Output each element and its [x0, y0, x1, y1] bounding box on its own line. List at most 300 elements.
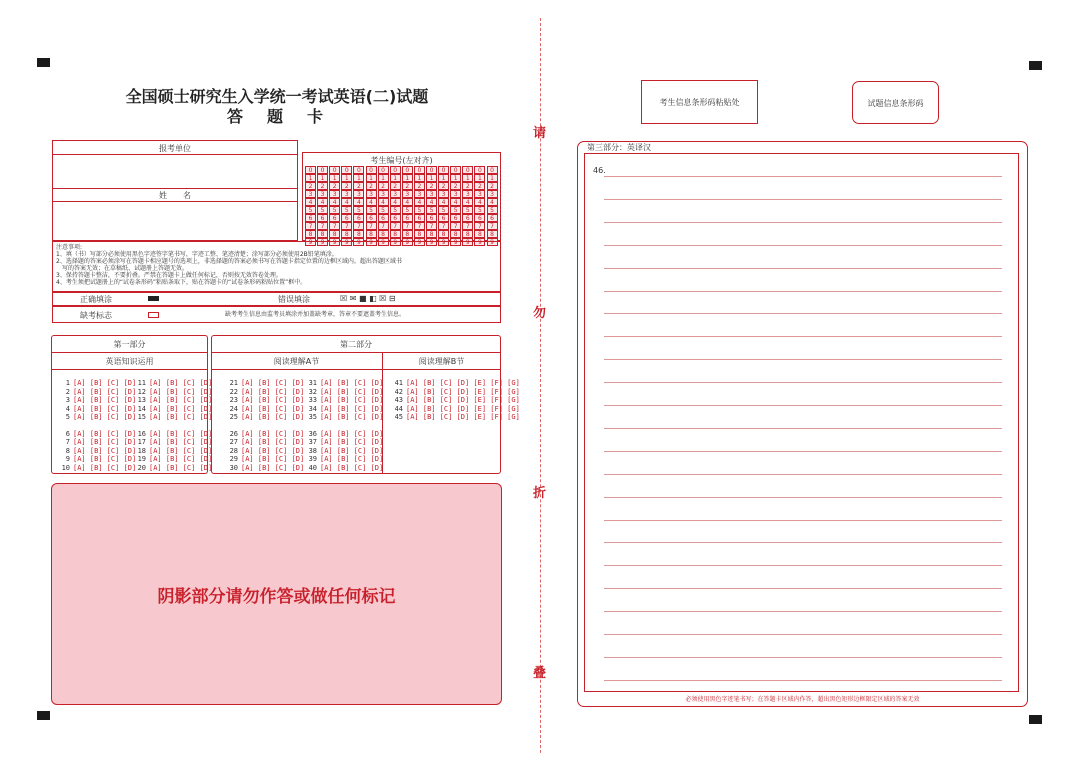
question-number: 37	[308, 438, 317, 446]
exam-id-bubble[interactable]: 9	[426, 238, 437, 246]
exam-id-bubble[interactable]: 9	[390, 238, 401, 246]
exam-id-bubble[interactable]: 8	[462, 230, 473, 238]
question-number: 4	[65, 404, 70, 413]
exam-id-bubble[interactable]: 0	[402, 166, 413, 174]
exam-id-bubble[interactable]: 6	[474, 214, 485, 222]
answer-options[interactable]: [A] [B] [C] [D]	[320, 429, 384, 438]
exam-id-bubble[interactable]: 5	[329, 206, 340, 214]
answer-line[interactable]	[604, 611, 1002, 612]
exam-id-bubble[interactable]: 8	[305, 230, 316, 238]
question-number: 26	[229, 429, 238, 438]
registration-marker	[1029, 715, 1042, 724]
question-number: 41	[394, 379, 403, 387]
exam-id-bubble[interactable]: 5	[353, 206, 364, 214]
exam-id-bubble[interactable]: 1	[414, 174, 425, 182]
exam-id-bubble[interactable]: 7	[378, 222, 389, 230]
exam-id-bubble[interactable]: 7	[462, 222, 473, 230]
notice-item: 1、填（书）写部分必须使用黑色字迹签字笔书写，字迹工整、笔迹清楚；涂写部分必须使用2B铅笔填涂。	[56, 251, 338, 258]
answer-line[interactable]	[604, 451, 1002, 452]
exam-id-bubble[interactable]: 6	[390, 214, 401, 222]
answer-options[interactable]: [A] [B] [C] [D]	[241, 463, 305, 472]
exam-id-bubble[interactable]: 4	[390, 198, 401, 206]
exam-id-bubble[interactable]: 9	[462, 238, 473, 246]
answer-options[interactable]: [A] [B] [C] [D]	[73, 404, 137, 413]
answer-line[interactable]	[604, 336, 1002, 337]
exam-id-bubble[interactable]: 4	[414, 198, 425, 206]
exam-id-bubble[interactable]: 4	[450, 198, 461, 206]
answer-options[interactable]: [A] [B] [C] [D]	[241, 446, 305, 455]
exam-id-column	[450, 166, 461, 246]
exam-id-bubble[interactable]: 7	[305, 222, 316, 230]
question-row	[58, 414, 136, 422]
answer-options[interactable]: [A] [B] [C] [D]	[149, 387, 213, 396]
exam-id-bubble[interactable]: 4	[341, 198, 352, 206]
answer-options[interactable]: [A] [B] [C] [D]	[320, 404, 384, 413]
exam-id-bubble[interactable]: 0	[474, 166, 485, 174]
answer-options[interactable]: [A] [B] [C] [D]	[73, 387, 137, 396]
exam-id-bubble[interactable]: 0	[450, 166, 461, 174]
exam-id-bubble[interactable]: 9	[402, 238, 413, 246]
answer-options[interactable]: [A] [B] [C] [D] [E] [F] [G]	[406, 379, 520, 387]
exam-id-bubble[interactable]: 5	[414, 206, 425, 214]
exam-id-bubble[interactable]: 7	[317, 222, 328, 230]
question-number: 38	[308, 446, 317, 455]
answer-options[interactable]: [A] [B] [C] [D]	[149, 455, 213, 463]
exam-id-bubble[interactable]: 2	[474, 182, 485, 190]
exam-id-bubble[interactable]: 1	[366, 174, 377, 182]
answer-options[interactable]: [A] [B] [C] [D]	[241, 413, 305, 421]
question-number: 6	[65, 429, 70, 438]
exam-id-bubble[interactable]: 8	[402, 230, 413, 238]
answer-options[interactable]: [A] [B] [C] [D]	[320, 413, 384, 421]
exam-id-bubble[interactable]: 9	[450, 238, 461, 246]
answer-options[interactable]: [A] [B] [C] [D] [E] [F] [G]	[406, 413, 520, 421]
exam-id-bubble[interactable]: 7	[402, 222, 413, 230]
answer-line[interactable]	[604, 382, 1002, 383]
exam-id-bubble[interactable]: 0	[390, 166, 401, 174]
exam-id-bubble[interactable]: 6	[366, 214, 377, 222]
answer-line[interactable]	[604, 680, 1002, 681]
exam-id-bubble[interactable]: 6	[353, 214, 364, 222]
question-number: 24	[229, 404, 238, 413]
answer-line[interactable]	[604, 359, 1002, 360]
question-number: 34	[308, 404, 317, 413]
answer-options[interactable]: [A] [B] [C] [D]	[320, 438, 384, 446]
answer-line[interactable]	[604, 542, 1002, 543]
answer-options[interactable]: [A] [B] [C] [D]	[320, 446, 384, 455]
correct-fill-sample	[148, 296, 159, 301]
exam-id-bubble[interactable]: 3	[329, 190, 340, 198]
exam-id-bubble[interactable]: 3	[353, 190, 364, 198]
exam-id-bubble[interactable]: 1	[450, 174, 461, 182]
exam-id-bubble[interactable]: 3	[462, 190, 473, 198]
exam-id-bubble[interactable]: 4	[474, 198, 485, 206]
exam-id-bubble[interactable]: 1	[329, 174, 340, 182]
question-row	[226, 414, 304, 422]
answer-line[interactable]	[604, 245, 1002, 246]
exam-id-bubble[interactable]: 5	[378, 206, 389, 214]
exam-id-bubble[interactable]: 5	[487, 206, 498, 214]
exam-id-bubble[interactable]: 7	[487, 222, 498, 230]
exam-id-bubble[interactable]: 7	[426, 222, 437, 230]
question-number: 25	[229, 413, 238, 421]
exam-id-bubble[interactable]: 3	[366, 190, 377, 198]
exam-id-bubble[interactable]: 2	[329, 182, 340, 190]
exam-barcode-area[interactable]	[852, 81, 939, 124]
answer-options[interactable]: [A] [B] [C] [D] [E] [F] [G]	[406, 387, 520, 396]
exam-id-bubble[interactable]: 1	[438, 174, 449, 182]
exam-id-bubble[interactable]: 3	[474, 190, 485, 198]
exam-id-bubble[interactable]: 5	[341, 206, 352, 214]
answer-options[interactable]: [A] [B] [C] [D]	[241, 429, 305, 438]
question-row	[305, 414, 383, 422]
exam-id-bubble[interactable]: 7	[390, 222, 401, 230]
exam-id-bubble[interactable]: 8	[378, 230, 389, 238]
exam-id-bubble[interactable]: 4	[353, 198, 364, 206]
answer-options[interactable]: [A] [B] [C] [D]	[73, 463, 137, 472]
exam-id-bubble[interactable]: 0	[353, 166, 364, 174]
answer-options[interactable]: [A] [B] [C] [D]	[149, 413, 213, 421]
answer-options[interactable]: [A] [B] [C] [D]	[149, 379, 213, 387]
exam-id-bubble[interactable]: 8	[366, 230, 377, 238]
answer-options[interactable]: [A] [B] [C] [D]	[241, 379, 305, 387]
exam-id-bubble[interactable]: 3	[487, 190, 498, 198]
exam-id-bubble[interactable]: 0	[341, 166, 352, 174]
notice-item: 3、保持答题卡整洁，不要折叠。严禁在答题卡上做任何标记，否则按无效答卷处理。	[56, 272, 282, 279]
exam-id-bubble[interactable]: 5	[390, 206, 401, 214]
exam-id-bubble[interactable]: 1	[426, 174, 437, 182]
exam-id-bubble[interactable]: 3	[305, 190, 316, 198]
exam-id-bubble[interactable]: 6	[462, 214, 473, 222]
exam-id-column	[390, 166, 401, 246]
exam-id-bubble[interactable]: 1	[305, 174, 316, 182]
answer-options[interactable]: [A] [B] [C] [D]	[149, 446, 213, 455]
exam-id-bubble[interactable]: 0	[329, 166, 340, 174]
exam-id-bubble[interactable]: 1	[402, 174, 413, 182]
exam-id-bubble[interactable]: 6	[438, 214, 449, 222]
exam-id-bubble[interactable]: 5	[474, 206, 485, 214]
exam-id-bubble[interactable]: 3	[414, 190, 425, 198]
exam-id-bubble[interactable]: 2	[378, 182, 389, 190]
fill-example-row	[52, 292, 501, 306]
exam-id-bubble[interactable]: 3	[402, 190, 413, 198]
exam-id-bubble[interactable]: 2	[353, 182, 364, 190]
sheet-subtitle: 答 题 卡	[226, 107, 327, 126]
answer-line[interactable]	[604, 222, 1002, 223]
exam-id-bubble[interactable]: 4	[487, 198, 498, 206]
answer-options[interactable]: [A] [B] [C] [D] [E] [F] [G]	[406, 396, 520, 404]
answer-line[interactable]	[604, 588, 1002, 589]
question-number: 18	[137, 446, 146, 455]
exam-id-bubble[interactable]: 3	[378, 190, 389, 198]
exam-id-bubble[interactable]: 1	[462, 174, 473, 182]
answer-line[interactable]	[604, 428, 1002, 429]
exam-id-bubble[interactable]: 2	[305, 182, 316, 190]
part1-title: 第一部分	[113, 340, 146, 349]
question-number: 40	[308, 463, 317, 472]
exam-id-bubble[interactable]: 1	[487, 174, 498, 182]
exam-id-bubble[interactable]: 9	[341, 238, 352, 246]
exam-id-bubble[interactable]: 0	[378, 166, 389, 174]
exam-id-bubble[interactable]: 6	[487, 214, 498, 222]
question-number: 39	[308, 455, 317, 463]
answer-footer-note: 必须使用黑色字迹笔书写；在答题卡区域内作答，超出黑色矩形边框限定区域的答案无效	[685, 696, 920, 703]
exam-id-bubble[interactable]: 8	[438, 230, 449, 238]
answer-options[interactable]: [A] [B] [C] [D]	[320, 455, 384, 463]
question-row	[134, 414, 212, 422]
exam-id-bubble[interactable]: 2	[390, 182, 401, 190]
exam-id-bubble[interactable]: 1	[341, 174, 352, 182]
exam-id-bubble[interactable]: 1	[317, 174, 328, 182]
exam-id-bubble[interactable]: 8	[414, 230, 425, 238]
question-number: 3	[65, 396, 70, 404]
exam-id-bubble[interactable]: 8	[329, 230, 340, 238]
notice-item: 2、选择题的答案必须涂写在答题卡相应题号的选项上，非选择题的答案必须书写在答题卡指定位置的边框区域内。超出答题区域书	[56, 258, 402, 265]
answer-options[interactable]: [A] [B] [C] [D]	[149, 463, 213, 472]
exam-id-bubble[interactable]: 9	[378, 238, 389, 246]
part3-title: 第三部分：英译汉	[587, 143, 651, 152]
exam-id-bubble[interactable]: 5	[317, 206, 328, 214]
name-field[interactable]	[60, 208, 290, 234]
exam-id-column	[487, 166, 498, 246]
exam-id-bubble[interactable]: 8	[317, 230, 328, 238]
answer-options[interactable]: [A] [B] [C] [D]	[149, 438, 213, 446]
answer-line[interactable]	[604, 634, 1002, 635]
exam-id-bubble[interactable]: 6	[329, 214, 340, 222]
exam-id-bubble[interactable]: 1	[474, 174, 485, 182]
exam-id-bubble[interactable]: 3	[317, 190, 328, 198]
answer-line[interactable]	[604, 657, 1002, 658]
exam-id-bubble[interactable]: 4	[426, 198, 437, 206]
exam-id-bubble[interactable]: 0	[366, 166, 377, 174]
exam-id-bubble[interactable]: 1	[378, 174, 389, 182]
answer-options[interactable]: [A] [B] [C] [D]	[241, 438, 305, 446]
answer-line[interactable]	[604, 268, 1002, 269]
exam-id-bubble[interactable]: 6	[426, 214, 437, 222]
exam-id-bubble[interactable]: 9	[438, 238, 449, 246]
exam-id-bubble[interactable]: 4	[329, 198, 340, 206]
question-number: 9	[65, 455, 70, 463]
exam-id-bubble[interactable]: 9	[487, 238, 498, 246]
answer-line[interactable]	[604, 474, 1002, 475]
exam-id-bubble[interactable]: 5	[366, 206, 377, 214]
question-number: 1	[65, 379, 70, 387]
answer-line[interactable]	[604, 405, 1002, 406]
exam-id-bubble[interactable]: 4	[366, 198, 377, 206]
exam-id-bubble[interactable]: 2	[426, 182, 437, 190]
answer-line[interactable]	[604, 313, 1002, 314]
exam-id-bubble[interactable]: 0	[414, 166, 425, 174]
exam-id-bubble[interactable]: 4	[317, 198, 328, 206]
exam-id-bubble[interactable]: 6	[341, 214, 352, 222]
answer-line[interactable]	[604, 176, 1002, 177]
exam-id-bubble[interactable]: 2	[317, 182, 328, 190]
notice-heading: 注意事项:	[56, 244, 83, 251]
question-row	[58, 465, 136, 473]
answer-options[interactable]: [A] [B] [C] [D]	[73, 455, 137, 463]
question-number: 30	[229, 463, 238, 472]
exam-id-bubble[interactable]: 9	[305, 238, 316, 246]
fold-char: 勿	[533, 306, 547, 321]
question-number: 44	[394, 404, 403, 413]
exam-id-bubble[interactable]: 4	[402, 198, 413, 206]
exam-id-bubble[interactable]: 7	[341, 222, 352, 230]
exam-id-bubble[interactable]: 0	[426, 166, 437, 174]
answer-line[interactable]	[604, 199, 1002, 200]
exam-id-bubble[interactable]: 8	[450, 230, 461, 238]
exam-id-bubble[interactable]: 5	[426, 206, 437, 214]
answer-options[interactable]: [A] [B] [C] [D]	[149, 429, 213, 438]
exam-id-bubble[interactable]: 0	[487, 166, 498, 174]
question-row	[305, 465, 383, 473]
question-number: 33	[308, 396, 317, 404]
exam-id-bubble[interactable]: 7	[474, 222, 485, 230]
question-number: 16	[137, 429, 146, 438]
answer-line[interactable]	[604, 565, 1002, 566]
exam-id-column	[317, 166, 328, 246]
exam-id-bubble[interactable]: 9	[329, 238, 340, 246]
exam-id-bubble[interactable]: 3	[426, 190, 437, 198]
exam-id-bubble[interactable]: 4	[378, 198, 389, 206]
exam-id-bubble[interactable]: 5	[305, 206, 316, 214]
exam-id-bubble[interactable]: 7	[366, 222, 377, 230]
exam-id-bubble[interactable]: 6	[414, 214, 425, 222]
answer-options[interactable]: [A] [B] [C] [D]	[73, 413, 137, 421]
exam-id-bubble[interactable]: 6	[450, 214, 461, 222]
answer-options[interactable]: [A] [B] [C] [D]	[320, 379, 384, 387]
answer-options[interactable]: [A] [B] [C] [D]	[241, 387, 305, 396]
absent-label: 缺考标志	[80, 311, 112, 320]
exam-id-bubble[interactable]: 2	[438, 182, 449, 190]
question-number: 23	[229, 396, 238, 404]
exam-id-bubble[interactable]: 0	[317, 166, 328, 174]
question-row	[134, 465, 212, 473]
exam-id-bubble[interactable]: 5	[462, 206, 473, 214]
exam-id-label: 考生编号(左对齐)	[370, 156, 433, 165]
exam-id-bubble[interactable]: 2	[450, 182, 461, 190]
exam-id-bubble[interactable]: 8	[474, 230, 485, 238]
question-number: 42	[394, 387, 403, 396]
exam-id-column	[426, 166, 437, 246]
question-number: 27	[229, 438, 238, 446]
exam-id-bubble[interactable]: 0	[438, 166, 449, 174]
exam-id-bubble[interactable]: 7	[450, 222, 461, 230]
answer-options[interactable]: [A] [B] [C] [D]	[149, 404, 213, 413]
answer-line[interactable]	[604, 520, 1002, 521]
exam-id-bubble[interactable]: 2	[402, 182, 413, 190]
answer-line[interactable]	[604, 291, 1002, 292]
exam-id-bubble[interactable]: 9	[474, 238, 485, 246]
question-row	[391, 414, 520, 422]
exam-id-bubble[interactable]: 2	[366, 182, 377, 190]
exam-id-column	[366, 166, 377, 246]
exam-id-bubble[interactable]: 7	[329, 222, 340, 230]
answer-options[interactable]: [A] [B] [C] [D]	[241, 455, 305, 463]
answer-options[interactable]: [A] [B] [C] [D]	[73, 379, 137, 387]
exam-id-bubble[interactable]: 9	[353, 238, 364, 246]
exam-id-bubble[interactable]: 8	[426, 230, 437, 238]
exam-id-bubble[interactable]: 5	[438, 206, 449, 214]
absent-checkbox[interactable]	[148, 312, 159, 318]
part2-subtitle-a: 阅读理解A节	[273, 357, 320, 366]
exam-id-bubble[interactable]: 3	[450, 190, 461, 198]
question-number: 35	[308, 413, 317, 421]
exam-id-bubble[interactable]: 2	[341, 182, 352, 190]
exam-id-bubble[interactable]: 4	[438, 198, 449, 206]
exam-id-bubble[interactable]: 8	[353, 230, 364, 238]
answer-options[interactable]: [A] [B] [C] [D]	[73, 429, 137, 438]
exam-id-bubble[interactable]: 7	[414, 222, 425, 230]
question-number: 29	[229, 455, 238, 463]
answer-line[interactable]	[604, 497, 1002, 498]
question-number: 2	[65, 387, 70, 396]
exam-id-bubble[interactable]: 2	[487, 182, 498, 190]
exam-id-bubble[interactable]: 7	[438, 222, 449, 230]
student-barcode-area[interactable]	[641, 80, 758, 124]
exam-id-bubble[interactable]: 4	[462, 198, 473, 206]
exam-id-bubble[interactable]: 6	[378, 214, 389, 222]
registration-marker	[37, 58, 50, 67]
exam-id-bubble[interactable]: 6	[402, 214, 413, 222]
exam-id-bubble[interactable]: 0	[462, 166, 473, 174]
exam-id-bubble[interactable]: 0	[305, 166, 316, 174]
shaded-notice: 阴影部分请勿作答或做任何标记	[157, 587, 396, 607]
exam-id-bubble[interactable]: 9	[366, 238, 377, 246]
answer-options[interactable]: [A] [B] [C] [D]	[320, 387, 384, 396]
answer-options[interactable]: [A] [B] [C] [D]	[73, 446, 137, 455]
question-number: 5	[65, 413, 70, 421]
exam-id-bubble[interactable]: 4	[305, 198, 316, 206]
answer-options[interactable]: [A] [B] [C] [D]	[241, 404, 305, 413]
unit-label: 报考单位	[159, 144, 191, 153]
unit-field[interactable]	[60, 162, 290, 182]
question-row	[226, 465, 304, 473]
answer-options[interactable]: [A] [B] [C] [D]	[149, 396, 213, 404]
fold-char: 折	[533, 486, 547, 501]
part2-subtitle-b: 阅读理解B节	[418, 357, 465, 366]
exam-id-bubble[interactable]: 2	[414, 182, 425, 190]
exam-id-bubble[interactable]: 1	[390, 174, 401, 182]
exam-id-bubble[interactable]: 6	[305, 214, 316, 222]
exam-id-bubble[interactable]: 3	[390, 190, 401, 198]
exam-id-bubble[interactable]: 7	[353, 222, 364, 230]
exam-id-bubble[interactable]: 3	[438, 190, 449, 198]
absent-note: 缺考考生信息由监考员填涂并加盖缺考章，答章不要遮盖考生信息。	[225, 311, 406, 318]
answer-options[interactable]: [A] [B] [C] [D]	[241, 396, 305, 404]
exam-barcode-label: 试题信息条形码	[867, 99, 924, 108]
exam-id-bubble[interactable]: 9	[317, 238, 328, 246]
answer-options[interactable]: [A] [B] [C] [D]	[320, 396, 384, 404]
exam-id-bubble[interactable]: 5	[402, 206, 413, 214]
question-number: 8	[65, 446, 70, 455]
exam-id-bubble[interactable]: 3	[341, 190, 352, 198]
exam-id-bubble[interactable]: 9	[414, 238, 425, 246]
answer-options[interactable]: [A] [B] [C] [D]	[73, 438, 137, 446]
exam-id-bubble[interactable]: 5	[450, 206, 461, 214]
exam-id-bubble[interactable]: 1	[353, 174, 364, 182]
exam-id-bubble[interactable]: 8	[341, 230, 352, 238]
exam-id-bubble[interactable]: 8	[390, 230, 401, 238]
exam-id-bubble[interactable]: 2	[462, 182, 473, 190]
exam-id-bubble[interactable]: 8	[487, 230, 498, 238]
exam-id-column	[353, 166, 364, 246]
exam-id-column	[414, 166, 425, 246]
exam-id-bubble[interactable]: 6	[317, 214, 328, 222]
registration-marker	[37, 711, 50, 720]
answer-options[interactable]: [A] [B] [C] [D]	[73, 396, 137, 404]
answer-options[interactable]: [A] [B] [C] [D]	[320, 463, 384, 472]
answer-options[interactable]: [A] [B] [C] [D] [E] [F] [G]	[406, 404, 520, 413]
